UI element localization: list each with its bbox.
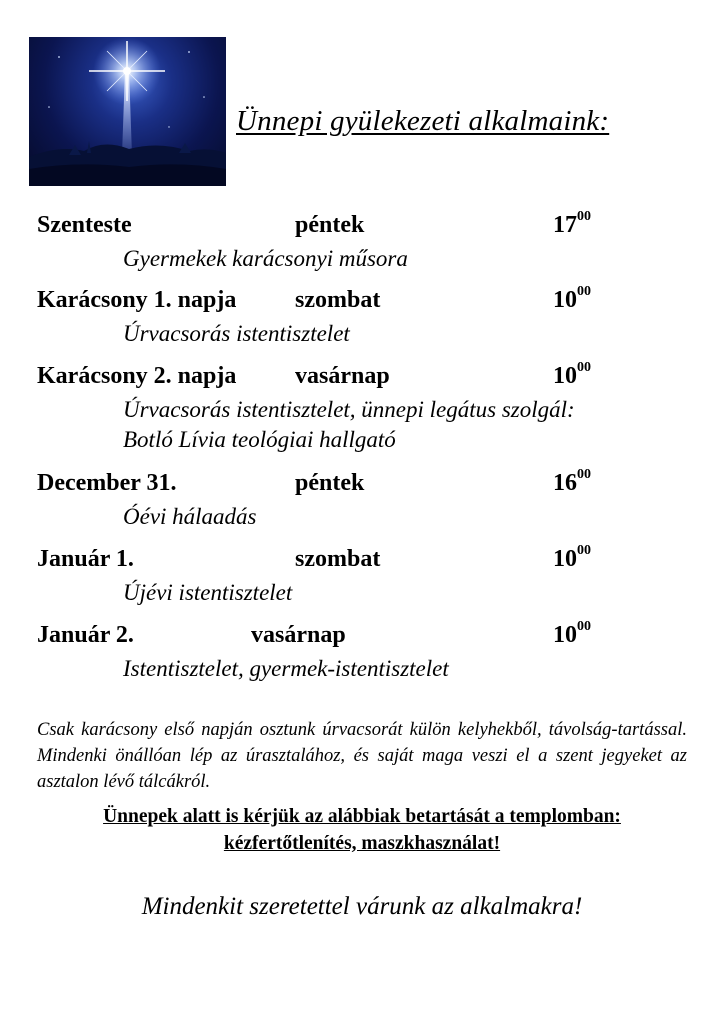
star-of-bethlehem-image	[29, 37, 226, 186]
closing-message: Mindenkit szeretettel várunk az alkalmakra!	[141, 893, 583, 920]
event-name: Szenteste	[37, 212, 132, 238]
event-time-hour: 10	[553, 622, 577, 648]
event-description: Úrvacsorás istentisztelet, ünnepi legátus szolgál:	[123, 397, 575, 422]
event-time-hour: 10	[553, 363, 577, 389]
event-time-hour: 10	[553, 546, 577, 572]
event-item	[37, 284, 697, 349]
event-item	[37, 619, 697, 684]
event-day: szombat	[295, 287, 381, 313]
communion-note: Csak karácsony első napján osztunk úrvacsorát külön kelyhekből, távolság-tartással. Mindenki önállóan lép az úrasztalához, és saját maga veszi el a szent jegyeket az asztalon lévő tálcákról.	[37, 720, 687, 792]
event-item	[37, 543, 697, 608]
event-day: szombat	[295, 546, 381, 572]
event-time-hour: 17	[553, 212, 577, 238]
event-time-hour: 10	[553, 287, 577, 313]
event-time	[553, 467, 591, 497]
event-day: péntek	[295, 212, 365, 238]
event-time-minutes: 00	[577, 209, 591, 224]
event-day: vasárnap	[251, 622, 346, 648]
event-time	[553, 543, 591, 573]
event-day: vasárnap	[295, 363, 390, 389]
event-item	[37, 209, 697, 274]
event-description: Gyermekek karácsonyi műsora	[123, 246, 408, 271]
event-name: Január 2.	[37, 622, 134, 648]
event-description: Újévi istentisztelet	[123, 580, 293, 605]
event-description: Óévi hálaadás	[123, 504, 257, 529]
event-name: Karácsony 2. napja	[37, 363, 237, 389]
notice-line: Ünnepek alatt is kérjük az alábbiak betartását a templomban:	[103, 806, 621, 827]
event-description: Istentisztelet, gyermek-istentisztelet	[123, 656, 449, 681]
event-description: Úrvacsorás istentisztelet	[123, 321, 350, 346]
event-time-minutes: 00	[577, 619, 591, 634]
event-name: Karácsony 1. napja	[37, 287, 237, 313]
event-time-minutes: 00	[577, 467, 591, 482]
event-time	[553, 284, 591, 314]
event-time	[553, 360, 591, 390]
event-time	[553, 619, 591, 649]
event-time-minutes: 00	[577, 360, 591, 375]
page-title: Ünnepi gyülekezeti alkalmaink:	[236, 105, 610, 137]
event-time-minutes: 00	[577, 284, 591, 299]
event-day: péntek	[295, 470, 365, 496]
event-description: Botló Lívia teológiai hallgató	[123, 427, 396, 452]
event-time-hour: 16	[553, 470, 577, 496]
event-time	[553, 209, 591, 239]
event-name: December 31.	[37, 470, 177, 496]
event-item	[37, 467, 697, 532]
event-item	[37, 360, 697, 455]
notice-line: kézfertőtlenítés, maszkhasználat!	[223, 833, 501, 854]
event-name: Január 1.	[37, 546, 134, 572]
event-time-minutes: 00	[577, 543, 591, 558]
hygiene-notice	[30, 803, 694, 857]
